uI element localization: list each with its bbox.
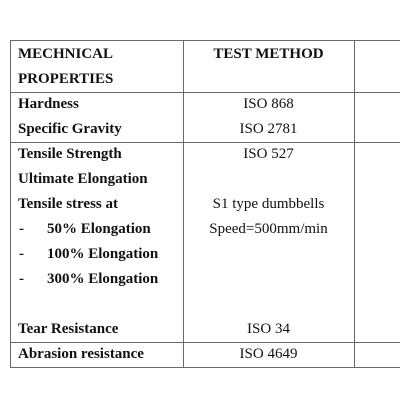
header-test-method: TEST METHOD — [213, 46, 324, 62]
column-divider — [354, 40, 355, 367]
property-specific-gravity: Specific Gravity — [18, 121, 122, 137]
header-mechanical-properties-line1: MECHNICAL — [18, 46, 114, 62]
property-hardness: Hardness — [18, 96, 79, 112]
property-100-elongation: 100% Elongation — [47, 246, 159, 262]
table-border-left — [10, 40, 11, 367]
property-abrasion-resistance: Abrasion resistance — [18, 346, 144, 362]
bullet-dash: - — [19, 221, 24, 237]
method-abrasion-resistance: ISO 4649 — [239, 346, 298, 362]
properties-table — [10, 40, 400, 367]
row-divider — [10, 342, 400, 343]
method-specific-gravity: ISO 2781 — [239, 121, 298, 137]
method-speed: Speed=500mm/min — [209, 221, 328, 237]
header-mechanical-properties-line2: PROPERTIES — [18, 71, 114, 87]
method-tear-resistance: ISO 34 — [247, 321, 290, 337]
bullet-dash: - — [19, 246, 24, 262]
property-50-elongation: 50% Elongation — [47, 221, 151, 237]
row-divider — [10, 142, 400, 143]
property-ultimate-elongation: Ultimate Elongation — [18, 171, 148, 187]
method-tensile-strength: ISO 527 — [243, 146, 294, 162]
property-tensile-stress: Tensile stress at — [18, 196, 119, 212]
method-hardness: ISO 868 — [243, 96, 294, 112]
table-border-bottom — [10, 367, 400, 368]
table-border-top — [10, 40, 400, 41]
method-dumbbells: S1 type dumbbells — [212, 196, 325, 212]
property-tear-resistance: Tear Resistance — [18, 321, 119, 337]
header-divider — [10, 92, 400, 93]
property-tensile-strength: Tensile Strength — [18, 146, 122, 162]
bullet-dash: - — [19, 271, 24, 287]
property-300-elongation: 300% Elongation — [47, 271, 159, 287]
